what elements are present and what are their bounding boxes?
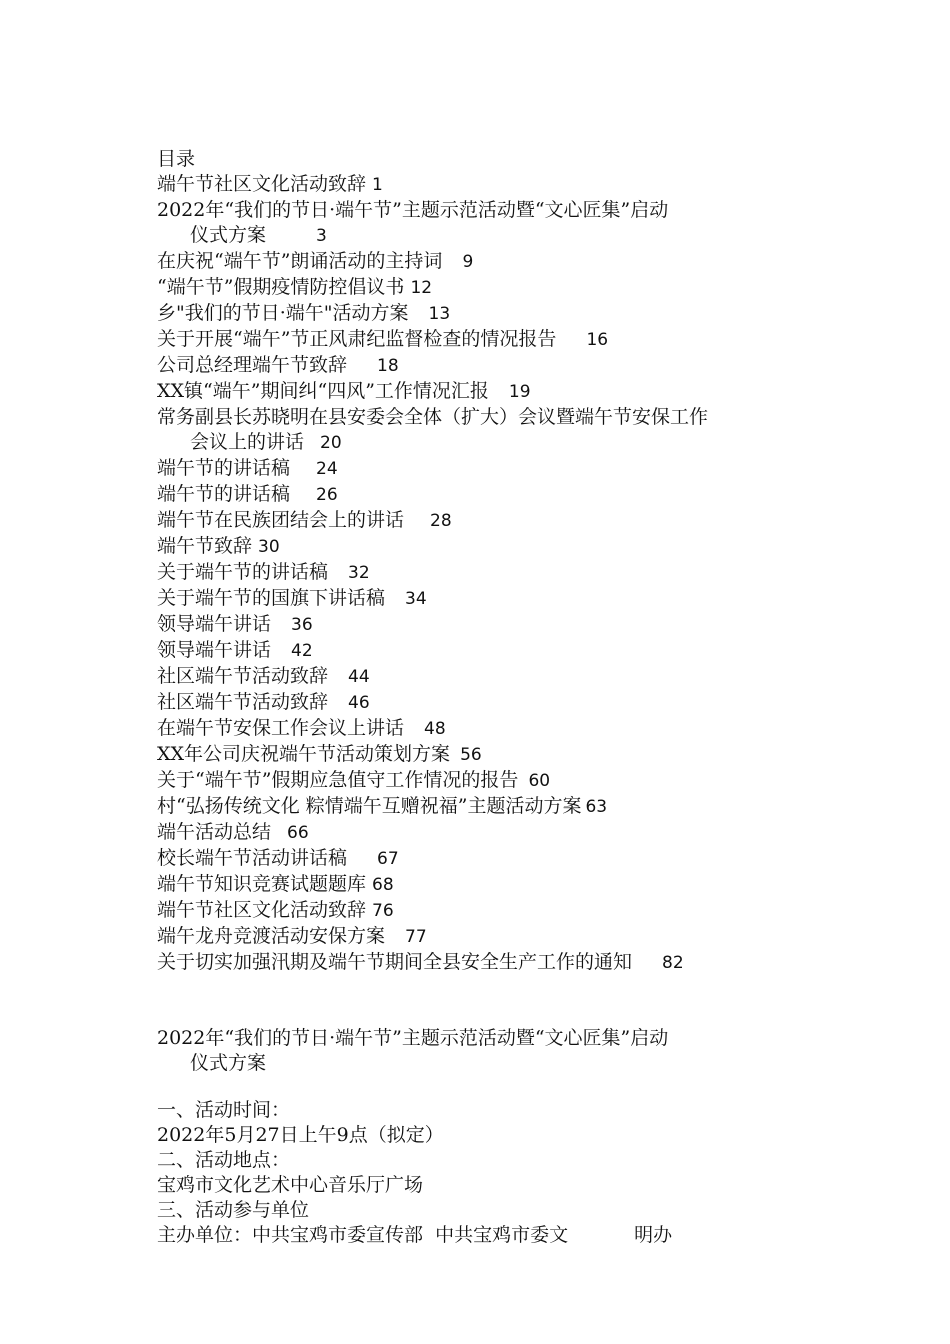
- activity-location-text: 宝鸡市文化艺术中心音乐厅广场: [157, 1174, 424, 1196]
- organizer-2: 中共宝鸡市委文: [435, 1224, 569, 1246]
- toc-item-title: 社区端午节活动致辞: [157, 691, 329, 713]
- toc-item-page: 30: [258, 537, 280, 557]
- toc-item-page: 63: [585, 797, 608, 817]
- toc-item[interactable]: [157, 768, 817, 794]
- toc-item-title: XX镇“端午”期间纠“四风”工作情况汇报: [157, 380, 489, 402]
- toc-item[interactable]: [157, 690, 817, 716]
- toc-item-page: 32: [348, 563, 370, 583]
- toc-item-title-continued: 仪式方案: [190, 224, 267, 246]
- toc-item-title: 领导端午讲话: [157, 639, 272, 661]
- toc-item-title: 乡"我们的节日·端午"活动方案: [157, 302, 409, 324]
- toc-item-page: 56: [460, 745, 482, 765]
- toc-item[interactable]: [157, 275, 817, 301]
- toc-item[interactable]: [157, 924, 817, 950]
- toc-item-page: 26: [316, 485, 338, 505]
- organizer-3: 明办: [634, 1224, 673, 1246]
- toc-item-page: 76: [372, 901, 394, 921]
- toc-item[interactable]: [157, 716, 817, 742]
- toc-item-page: 1: [372, 175, 383, 195]
- toc-item-page: 18: [377, 356, 399, 376]
- toc-item-title: 端午活动总结: [157, 821, 272, 843]
- toc-item-title: 端午节社区文化活动致辞: [157, 899, 367, 921]
- toc-item-page: 44: [348, 667, 370, 687]
- toc-item-page: 66: [287, 823, 309, 843]
- toc-item-page: 42: [291, 641, 313, 661]
- toc-item-title: 2022年“我们的节日·端午节”主题示范活动暨“文心匠集”启动: [157, 199, 669, 221]
- toc-item[interactable]: [157, 249, 817, 275]
- toc-item[interactable]: [157, 508, 817, 534]
- toc-item-title-continued: 会议上的讲话: [190, 431, 305, 453]
- toc-item-page: 28: [430, 511, 452, 531]
- document-page: [157, 147, 817, 1248]
- organizer-1: 中共宝鸡市委宣传部: [252, 1224, 424, 1246]
- toc-item-page: 82: [662, 953, 684, 973]
- toc-item-page: 36: [291, 615, 313, 635]
- toc-item-title: 关于端午节的讲话稿: [157, 561, 329, 583]
- toc-item[interactable]: [157, 612, 817, 638]
- toc-item-title: 端午节社区文化活动致辞: [157, 173, 367, 195]
- toc-item-title: 在端午节安保工作会议上讲话: [157, 717, 405, 739]
- toc-item[interactable]: [157, 950, 817, 976]
- toc-item[interactable]: [157, 898, 817, 924]
- organizer-line: [157, 1223, 817, 1248]
- toc-item[interactable]: [157, 198, 817, 223]
- toc-item[interactable]: [157, 794, 817, 820]
- toc-item[interactable]: [157, 872, 817, 898]
- toc-item-page: 34: [405, 589, 427, 609]
- toc-item-title: 村“弘扬传统文化 粽情端午互赠祝福”主题活动方案: [157, 795, 582, 817]
- toc-item-title: XX年公司庆祝端午节活动策划方案: [157, 743, 451, 765]
- toc-item-title: 关于端午节的国旗下讲话稿: [157, 587, 386, 609]
- toc-item[interactable]: [157, 742, 817, 768]
- toc-item-page: 9: [462, 252, 474, 272]
- toc-item-page: 3: [316, 226, 327, 246]
- toc-item[interactable]: [157, 664, 817, 690]
- toc-item-page: 13: [428, 304, 451, 324]
- toc-title: 目录: [157, 148, 196, 170]
- toc-item[interactable]: [157, 586, 817, 612]
- toc-item[interactable]: [157, 301, 817, 327]
- toc-item-title: 公司总经理端午节致辞: [157, 354, 348, 376]
- toc-item[interactable]: [157, 172, 817, 198]
- toc-item-title: “端午节”假期疫情防控倡议书: [157, 276, 405, 298]
- toc-item-title: 端午节在民族团结会上的讲话: [157, 509, 405, 531]
- toc-item-title: 常务副县长苏晓明在县安委会全体（扩大）会议暨端午节安保工作: [157, 406, 709, 428]
- toc-item-title: 校长端午节活动讲话稿: [157, 847, 348, 869]
- toc-item[interactable]: [157, 353, 817, 379]
- toc-item[interactable]: [157, 820, 817, 846]
- toc-item-title: 端午节的讲话稿: [157, 457, 291, 479]
- toc-item-title: 端午节知识竞赛试题题库: [157, 873, 367, 895]
- organizer-label: 主办单位：: [157, 1224, 253, 1246]
- toc-item-title: 领导端午讲话: [157, 613, 272, 635]
- toc-item-title: 关于“端午节”假期应急值守工作情况的报告: [157, 769, 519, 791]
- toc-item-title: 关于开展“端午”节正风肃纪监督检查的情况报告: [157, 328, 557, 350]
- toc-item-page: 46: [348, 693, 370, 713]
- toc-item[interactable]: [157, 638, 817, 664]
- toc-item[interactable]: [157, 405, 817, 430]
- heading-activity-location: 二、活动地点：: [157, 1149, 291, 1171]
- toc-item-page: 68: [372, 875, 394, 895]
- toc-item-page: 16: [586, 330, 609, 350]
- toc-item-page: 48: [424, 719, 446, 739]
- toc-item-title: 社区端午节活动致辞: [157, 665, 329, 687]
- toc-item-title: 在庆祝“端午节”朗诵活动的主持词: [157, 250, 443, 272]
- toc-item-title: 端午节的讲话稿: [157, 483, 291, 505]
- table-of-contents: [157, 172, 817, 976]
- toc-item[interactable]: [157, 379, 817, 405]
- toc-item-page: 77: [405, 927, 427, 947]
- toc-item-page: 19: [508, 382, 531, 402]
- toc-item[interactable]: [157, 456, 817, 482]
- toc-item-page: 12: [410, 278, 433, 298]
- section-title: 2022年“我们的节日·端午节”主题示范活动暨“文心匠集”启动: [157, 1027, 669, 1049]
- toc-item[interactable]: [157, 327, 817, 353]
- toc-item[interactable]: [157, 534, 817, 560]
- toc-item-title: 端午节致辞: [157, 535, 253, 557]
- heading-participants: 三、活动参与单位: [157, 1199, 310, 1221]
- toc-item[interactable]: [157, 846, 817, 872]
- toc-item[interactable]: [157, 560, 817, 586]
- toc-item-continued[interactable]: [157, 430, 817, 456]
- toc-item-page: 67: [377, 849, 399, 869]
- activity-time-text: 2022年5月27日上午9点（拟定）: [157, 1124, 444, 1146]
- toc-item[interactable]: [157, 482, 817, 508]
- toc-item-page: 24: [316, 459, 338, 479]
- toc-item-page: 20: [320, 433, 342, 453]
- heading-activity-time: 一、活动时间：: [157, 1099, 291, 1121]
- section-title-continued: 仪式方案: [190, 1052, 267, 1074]
- toc-item-page: 60: [528, 771, 551, 791]
- toc-item-continued[interactable]: [157, 223, 817, 249]
- toc-item-title: 端午龙舟竞渡活动安保方案: [157, 925, 386, 947]
- toc-item-title: 关于切实加强汛期及端午节期间全县安全生产工作的通知: [157, 951, 633, 973]
